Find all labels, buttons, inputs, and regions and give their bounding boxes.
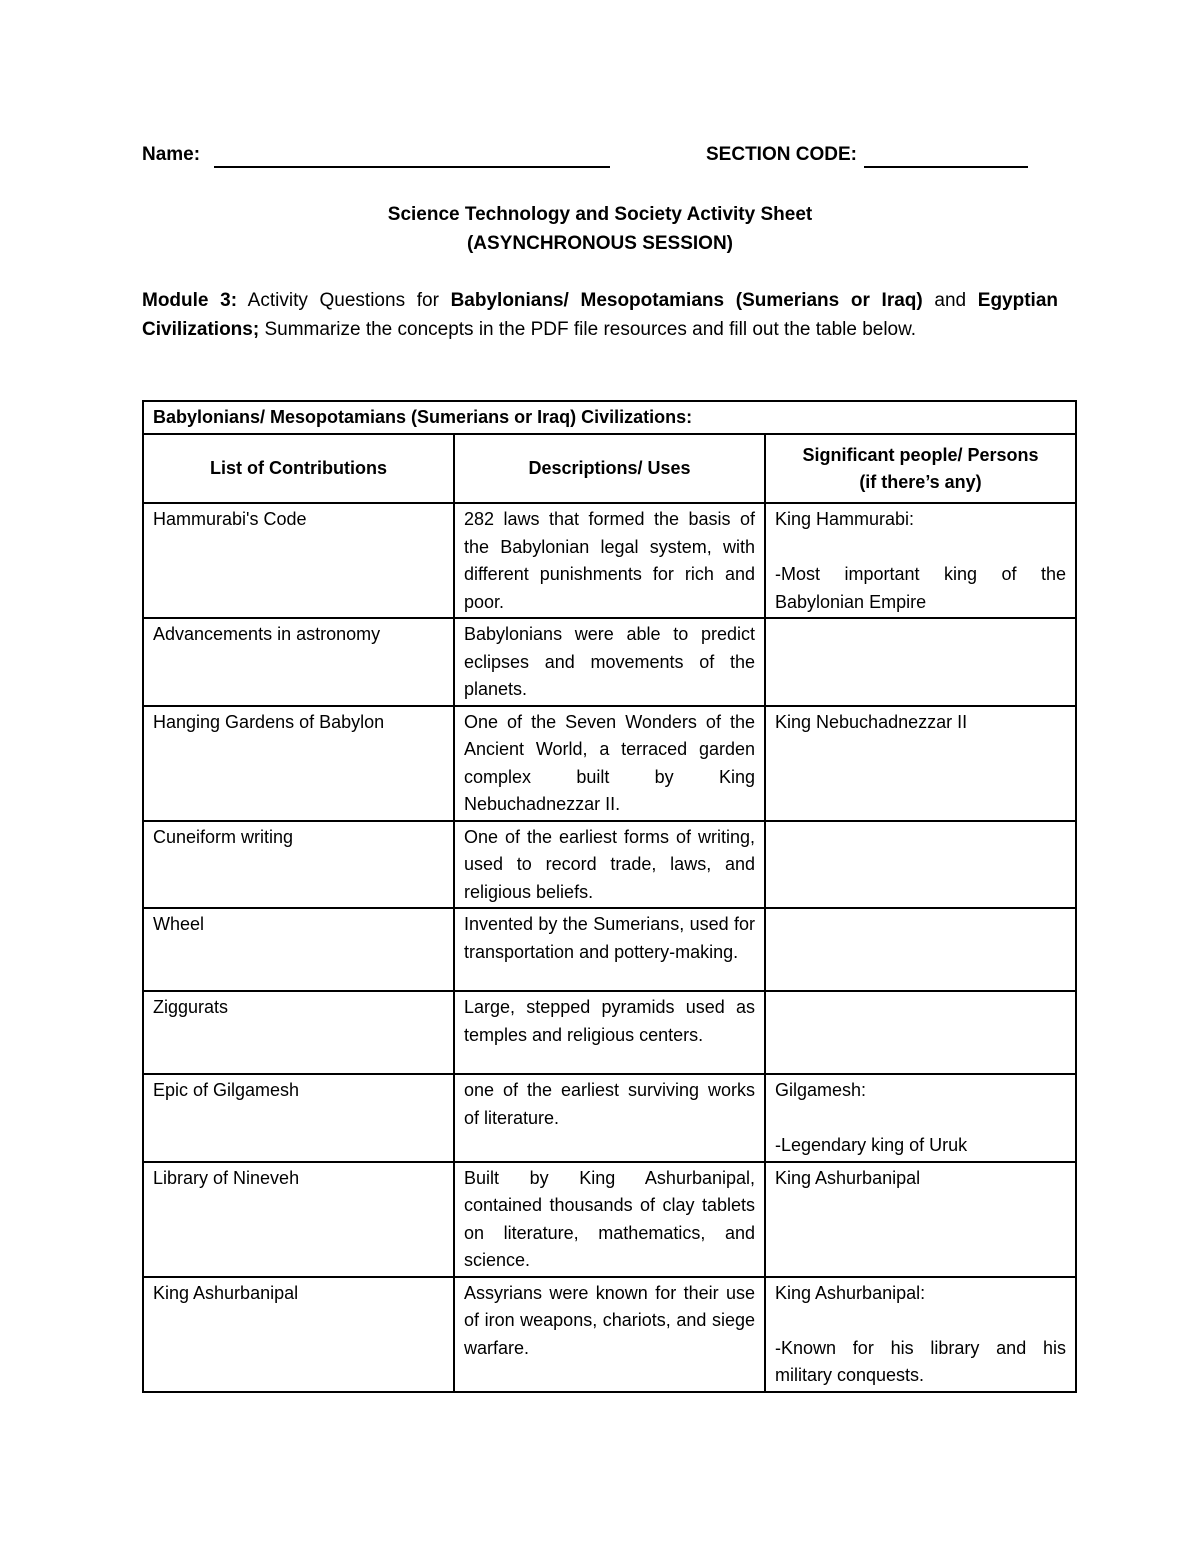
description-cell: 282 laws that formed the basis of the Babylonian legal system, with different punishments for rich and poor. — [454, 503, 765, 618]
contribution-cell: Cuneiform writing — [143, 821, 454, 909]
person-spacer — [775, 1307, 1066, 1335]
document-title — [142, 200, 1058, 258]
person-cell — [765, 991, 1076, 1074]
table-row — [143, 1074, 1076, 1162]
description-cell: Assyrians were known for their use of iron weapons, chariots, and siege warfare. — [454, 1277, 765, 1392]
contribution-cell: Ziggurats — [143, 991, 454, 1074]
description-cell: One of the Seven Wonders of the Ancient World, a terraced garden complex built by King Nebuchadnezzar II. — [454, 706, 765, 821]
header-contributions: List of Contributions — [143, 434, 454, 503]
table-title-row — [143, 401, 1076, 434]
description-cell: Babylonians were able to predict eclipses and movements of the planets. — [454, 618, 765, 706]
person-note: -Most important king of the Babylonian Empire — [775, 564, 1066, 612]
table-row — [143, 503, 1076, 618]
person-cell — [765, 1162, 1076, 1277]
description-cell: Large, stepped pyramids used as temples and religious centers. — [454, 991, 765, 1074]
person-note: -Legendary king of Uruk — [775, 1135, 968, 1155]
section-code-field[interactable] — [864, 166, 1028, 168]
contribution-cell: Epic of Gilgamesh — [143, 1074, 454, 1162]
person-name: King Ashurbanipal — [775, 1167, 921, 1188]
header-descriptions: Descriptions/ Uses — [454, 434, 765, 503]
person-name: King Nebuchadnezzar II — [775, 711, 968, 732]
header-people-line-2: (if there’s any) — [859, 472, 982, 492]
contribution-cell: Wheel — [143, 908, 454, 991]
module-instructions — [142, 286, 1058, 344]
table-row — [143, 706, 1076, 821]
contribution-cell: Advancements in astronomy — [143, 618, 454, 706]
header-people-line-1: Significant people/ Persons — [802, 444, 1039, 465]
person-cell — [765, 1074, 1076, 1162]
description-cell: One of the earliest forms of writing, used to record trade, laws, and religious beliefs. — [454, 821, 765, 909]
person-note: -Known for his library and his military conquests. — [775, 1337, 1066, 1385]
table-row — [143, 1162, 1076, 1277]
module-text-1: Activity Questions for — [237, 290, 451, 311]
description-cell: Built by King Ashurbanipal, contained thousands of clay tablets on literature, mathematics, and science. — [454, 1162, 765, 1277]
table-row — [143, 991, 1076, 1074]
contribution-cell: Library of Nineveh — [143, 1162, 454, 1277]
module-text-2: and — [922, 290, 978, 311]
person-cell — [765, 618, 1076, 706]
person-cell — [765, 706, 1076, 821]
table-row — [143, 821, 1076, 909]
person-cell — [765, 908, 1076, 991]
section-code-label: SECTION CODE: — [706, 144, 857, 165]
name-field[interactable] — [214, 166, 610, 168]
table-row — [143, 908, 1076, 991]
module-bold-1: Babylonians/ Mesopotamians (Sumerians or Iraq) — [450, 290, 923, 311]
table-header-row — [143, 434, 1076, 503]
module-bold-2: Egyptian Civilizations; — [142, 290, 1058, 340]
title-line-1: Science Technology and Society Activity Sheet — [387, 204, 813, 225]
description-cell: one of the earliest surviving works of literature. — [454, 1074, 765, 1162]
table-title: Babylonians/ Mesopotamians (Sumerians or Iraq) Civilizations: — [143, 401, 1076, 434]
header-people — [765, 434, 1076, 503]
person-name: King Ashurbanipal: — [775, 1282, 926, 1303]
person-name: King Hammurabi: — [775, 509, 915, 529]
table-row — [143, 1277, 1076, 1392]
person-cell — [765, 503, 1076, 618]
person-spacer — [775, 1105, 1066, 1133]
person-cell — [765, 821, 1076, 909]
module-label: Module 3: — [142, 290, 238, 311]
title-line-2: (ASYNCHRONOUS SESSION) — [466, 233, 734, 254]
table-row — [143, 618, 1076, 706]
contributions-table — [142, 400, 1077, 1393]
contribution-cell: Hanging Gardens of Babylon — [143, 706, 454, 821]
description-cell: Invented by the Sumerians, used for transportation and pottery-making. — [454, 908, 765, 991]
module-text-3: Summarize the concepts in the PDF file resources and fill out the table below. — [259, 319, 917, 340]
person-cell — [765, 1277, 1076, 1392]
person-spacer — [775, 534, 1066, 562]
contribution-cell: King Ashurbanipal — [143, 1277, 454, 1392]
person-name: Gilgamesh: — [775, 1080, 867, 1100]
header-row — [142, 144, 1032, 174]
name-label: Name: — [142, 144, 201, 165]
contribution-cell: Hammurabi's Code — [143, 503, 454, 618]
